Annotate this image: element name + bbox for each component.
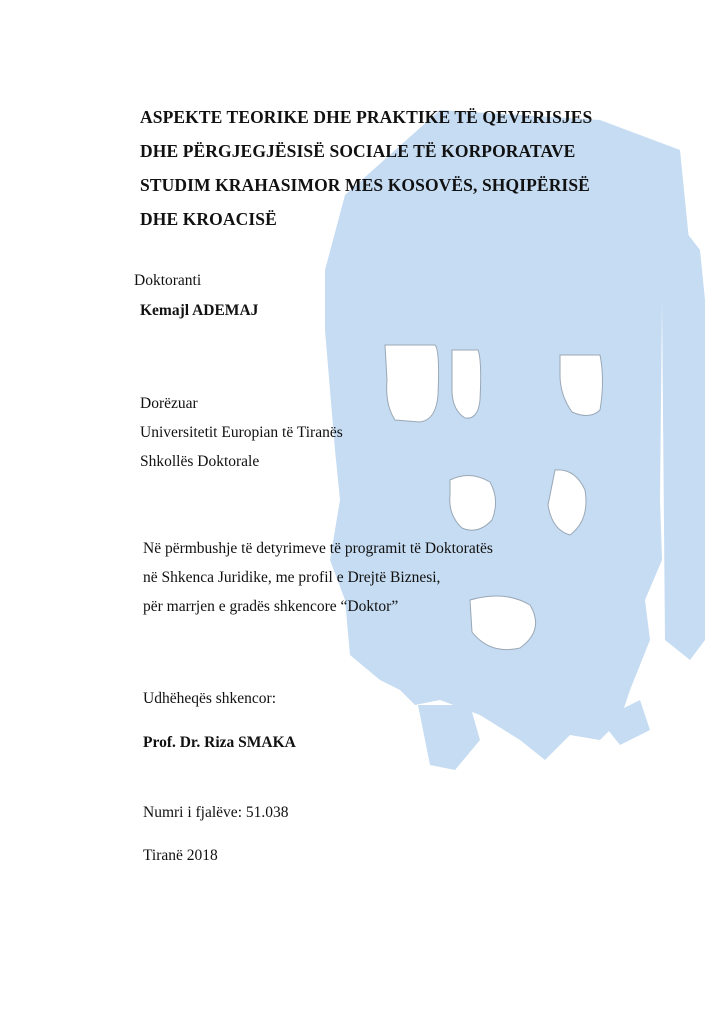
fulfillment-line-1: Në përmbushje të detyrimeve të programit të Doktoratës [143, 540, 493, 557]
title-line-1: ASPEKTE TEORIKE DHE PRAKTIKE TË QEVERISJES [140, 107, 593, 127]
candidate-label: Doktoranti [134, 272, 202, 289]
word-count: Numri i fjalëve: 51.038 [143, 804, 289, 821]
candidate-name: Kemajl ADEMAJ [140, 302, 259, 319]
title-line-4: DHE KROACISË [140, 209, 277, 229]
fulfillment-line-2: në Shkenca Juridike, me profil e Drejtë Biznesi, [143, 569, 441, 586]
fulfillment-line-3: për marrjen e gradës shkencore “Doktor” [143, 598, 399, 615]
submission-school: Shkollës Doktorale [140, 453, 260, 470]
submission-label: Dorëzuar [140, 395, 198, 412]
thesis-title [140, 100, 640, 236]
place-year: Tiranë 2018 [143, 847, 218, 864]
supervisor-label: Udhëheqës shkencor: [143, 690, 276, 707]
title-line-3: STUDIM KRAHASIMOR MES KOSOVËS, SHQIPËRISË [140, 175, 590, 195]
submission-university: Universitetit Europian të Tiranës [140, 424, 343, 441]
supervisor-name: Prof. Dr. Riza SMAKA [143, 734, 296, 751]
title-line-2: DHE PËRGJEGJËSISË SOCIALE TË KORPORATAVE [140, 141, 576, 161]
